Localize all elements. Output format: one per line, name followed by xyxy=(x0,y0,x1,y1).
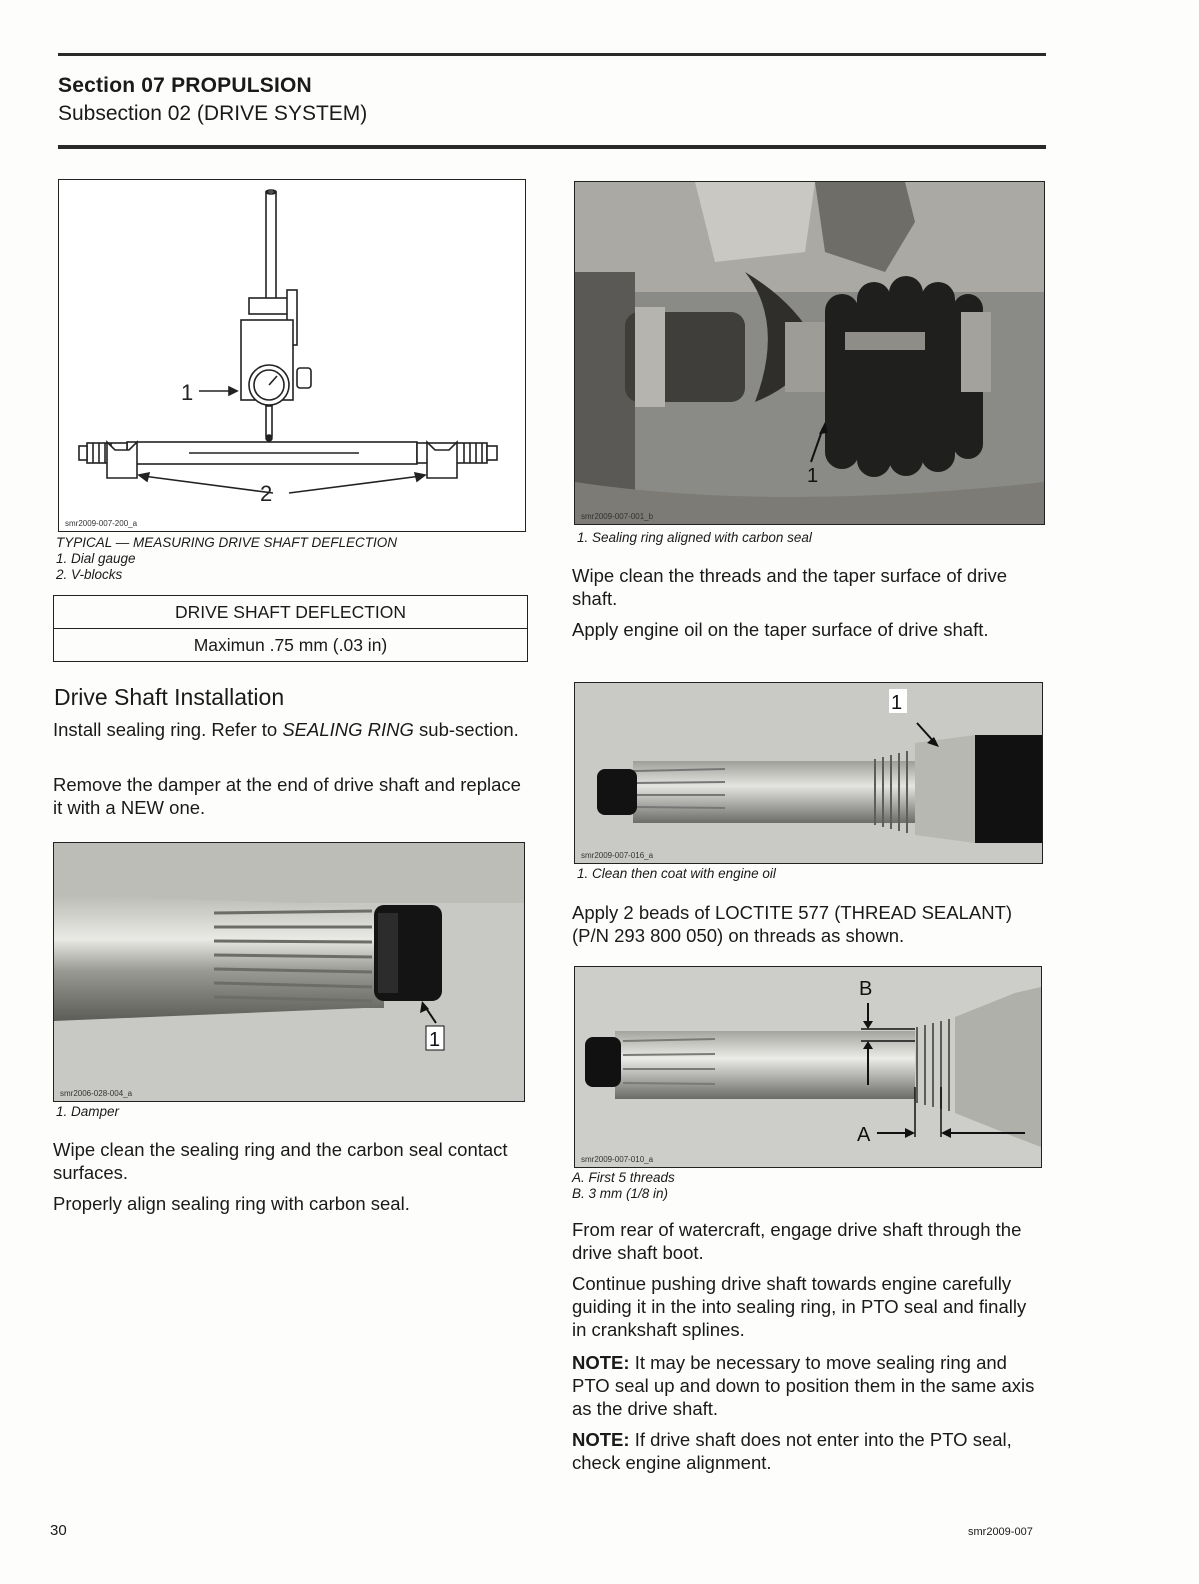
figure-caption-damper: 1. Damper xyxy=(56,1104,120,1119)
caption-item: A. First 5 threads xyxy=(572,1170,675,1185)
paragraph-replace-damper: Remove the damper at the end of drive shaft and replace it with a NEW one. xyxy=(53,774,521,818)
engine-oil-photo xyxy=(575,683,1042,863)
callout-1-label: 1 xyxy=(891,692,903,714)
paragraph-continue-pushing: Continue pushing drive shaft towards engine carefully guiding it in the into sealing ring, in PTO seal and finally in crankshaft splines. xyxy=(572,1273,1027,1340)
paragraph-wipe-sealing-ring: Wipe clean the sealing ring and the carbon seal contact surfaces. xyxy=(53,1139,508,1183)
figure-damper xyxy=(53,842,525,1102)
section-title: Section 07 PROPULSION xyxy=(58,74,312,97)
threads-photo xyxy=(575,967,1041,1167)
figure-caption-dial-gauge xyxy=(56,535,397,583)
install-heading: Drive Shaft Installation xyxy=(54,684,285,710)
damper-photo xyxy=(54,843,524,1101)
callout-b-label: B xyxy=(859,978,873,1000)
figure-caption-threads xyxy=(572,1170,675,1202)
paragraph-apply-engine-oil: Apply engine oil on the taper surface of drive shaft. xyxy=(572,619,989,640)
caption-item: 2. V-blocks xyxy=(56,567,123,582)
paragraph-wipe-threads: Wipe clean the threads and the taper surface of drive shaft. xyxy=(572,565,1008,609)
figure-threads xyxy=(574,966,1042,1168)
note-move-sealing-ring xyxy=(572,1351,1044,1420)
note-label: NOTE: xyxy=(572,1352,630,1373)
paragraph-engage-drive-shaft: From rear of watercraft, engage drive shaft through the drive shaft boot. xyxy=(572,1219,1022,1263)
figure-id: smr2009-007-010_a xyxy=(581,1155,654,1164)
paragraph-align-sealing-ring: Properly align sealing ring with carbon seal. xyxy=(53,1193,410,1214)
figure-id: smr2006-028-004_a xyxy=(60,1089,133,1098)
note-text: If drive shaft does not enter into the PTO seal, check engine alignment. xyxy=(572,1429,1012,1473)
figure-id: smr2009-007-200_a xyxy=(65,519,138,528)
figure-id: smr2009-007-001_b xyxy=(581,512,654,521)
spec-table-header: DRIVE SHAFT DEFLECTION xyxy=(174,601,407,622)
caption-item: 1. Dial gauge xyxy=(56,551,136,566)
callout-a-label: A xyxy=(857,1124,871,1146)
document-id: smr2009-007 xyxy=(968,1526,1033,1538)
figure-sealing-ring xyxy=(574,181,1045,525)
figure-caption-sealing-ring: 1. Sealing ring aligned with carbon seal xyxy=(577,530,812,545)
note-check-alignment xyxy=(572,1428,1044,1474)
caption-title: TYPICAL — MEASURING DRIVE SHAFT DEFLECTION xyxy=(56,535,398,550)
page-number: 30 xyxy=(50,1522,67,1539)
note-text: It may be necessary to move sealing ring and PTO seal up and down to position them in the same axis as the drive shaft. xyxy=(572,1352,1035,1419)
callout-1-label: 1 xyxy=(181,380,194,405)
note-label: NOTE: xyxy=(572,1429,630,1450)
paragraph-text: sub-section. xyxy=(413,719,519,740)
callout-2-label: 2 xyxy=(260,481,273,506)
paragraph-apply-loctite: Apply 2 beads of LOCTITE 577 (THREAD SEALANT) (P/N 293 800 050) on threads as shown. xyxy=(572,902,1013,946)
figure-caption-engine-oil: 1. Clean then coat with engine oil xyxy=(577,866,776,881)
deflection-spec-table xyxy=(53,595,528,662)
sealing-ring-photo xyxy=(575,182,1044,524)
dial-gauge-illustration xyxy=(59,180,525,531)
paragraph-text: Install sealing ring. Refer to xyxy=(53,719,283,740)
caption-item: B. 3 mm (1/8 in) xyxy=(572,1186,669,1201)
figure-dial-gauge xyxy=(58,179,526,532)
subsection-title: Subsection 02 (DRIVE SYSTEM) xyxy=(58,102,368,125)
sealing-ring-reference: SEALING RING xyxy=(282,719,414,740)
spec-table-value: Maximun .75 mm (.03 in) xyxy=(54,628,527,661)
figure-engine-oil xyxy=(574,682,1043,864)
callout-1-label: 1 xyxy=(807,465,819,487)
header-bottom-rule xyxy=(58,145,1046,149)
header-top-rule xyxy=(58,53,1046,56)
paragraph-install-sealing-ring xyxy=(53,718,528,741)
figure-id: smr2009-007-016_a xyxy=(581,851,654,860)
callout-1-label: 1 xyxy=(429,1029,441,1051)
